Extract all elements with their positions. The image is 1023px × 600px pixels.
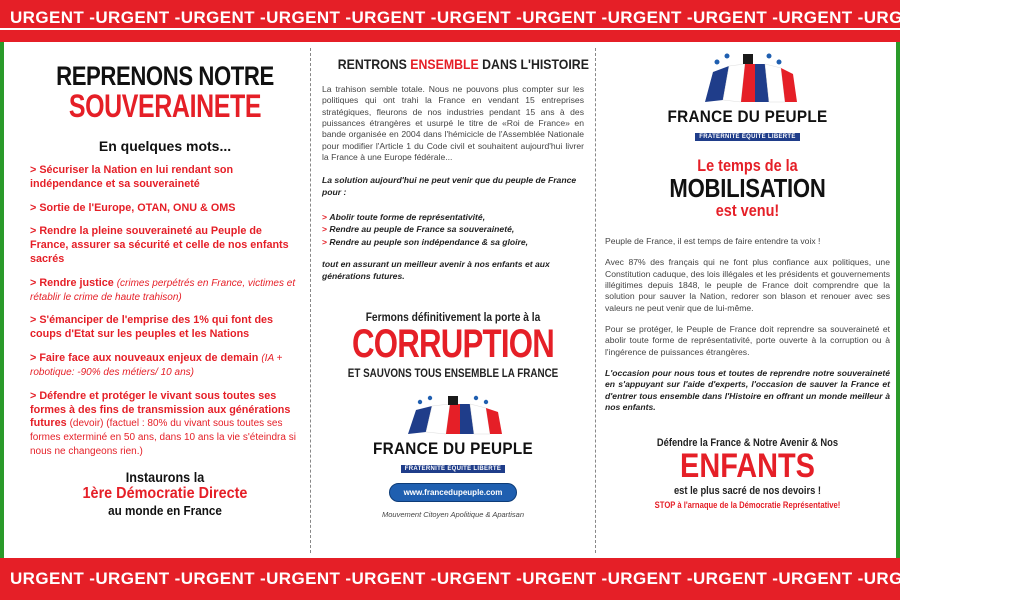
list-item-text: Abolir toute forme de représentativité, <box>329 211 486 222</box>
urgent-banner-text <box>0 568 1023 590</box>
middle-list <box>322 211 584 250</box>
arrow-icon: > <box>30 314 40 327</box>
right-column <box>605 50 890 510</box>
left-subtitle: En quelques mots... <box>98 137 232 154</box>
flags-emblem-icon <box>398 394 508 440</box>
urgent-item: URGENT - <box>778 569 864 588</box>
urgent-item: URGENT - <box>95 8 181 27</box>
right-paragraph: Peuple de France, il est temps de faire entendre ta voix ! <box>605 235 821 246</box>
heading-part-red: ENSEMBLE <box>410 56 479 72</box>
left-title-line1: REPRENONS NOTRE <box>56 61 274 91</box>
urgent-item: URGENT - <box>351 8 437 27</box>
right-paragraph: Avec 87% des français qui ne font plus confiance aux politiques, une Constitution caduque, des lois illégales et les présidents et gouvernements illégitimes depuis 1848, le peuple de France doit comprendre que la solution pour sauver la Nation, redorer son blason et renouer avec ses valeurs ne peut venir que de lui-même. <box>605 257 890 313</box>
green-frame-right <box>896 42 900 558</box>
instaurons-line2: 1ère Démocratie Directe <box>82 484 248 502</box>
urgent-item: URGENT - <box>522 569 608 588</box>
mouvement-caption: Mouvement Citoyen Apolitique & Apartisan <box>381 510 525 520</box>
left-column <box>30 50 300 518</box>
stop-text: STOP à l'arnaque de la Démocratie Représentative! <box>654 500 841 511</box>
bullet-item <box>30 202 300 216</box>
bullet-text: Faire face aux nouveaux enjeux de demain <box>39 352 259 365</box>
urgent-item: URGENT - <box>436 569 523 588</box>
defendre-text: Défendre la France & Notre Avenir & Nos <box>656 437 839 450</box>
arrow-icon: > <box>30 225 40 238</box>
urgent-item: URGENT - <box>863 569 950 588</box>
brand-name: FRANCE DU PEUPLE <box>667 107 828 126</box>
sacre-text: est le plus sacré de nos devoirs ! <box>673 485 822 498</box>
brand-name: FRANCE DU PEUPLE <box>373 439 533 459</box>
list-item <box>322 236 584 249</box>
brand-tagline: FRATERNITÉ ÉQUITÉ LIBERTÉ <box>401 465 505 473</box>
bullet-note: (devoir) (factuel : 80% du vivant sous toutes ses formes exterminé en 50 ans, dans 10 ans la vie s'éteindra si nous ne changeons rien.) <box>30 418 296 457</box>
bullet-text: Rendre la pleine souveraineté au Peuple de France, assurer sa sécurité et celle de nos enfants sacrés <box>30 225 289 265</box>
urgent-item: URGENT - <box>266 569 352 588</box>
website-link[interactable]: www.francedupeuple.com <box>389 483 518 502</box>
arrow-icon: > <box>30 389 40 402</box>
arrow-icon: > <box>30 276 40 289</box>
mobilisation-title-b: MOBILISATION <box>669 172 826 203</box>
bullet-note: (crimes perpétrés en France, victimes et rétablir le crime de haute trahison) <box>30 277 296 303</box>
bullet-item <box>30 164 300 192</box>
column-divider <box>595 48 596 553</box>
france-du-peuple-logo <box>605 50 890 143</box>
arrow-icon: > <box>30 163 40 176</box>
corruption-title: CORRUPTION <box>352 322 554 367</box>
urgent-item: URGENT - <box>436 8 523 27</box>
bullet-item <box>30 225 300 266</box>
urgent-item: URGENT <box>949 569 1023 588</box>
urgent-banner-text <box>0 8 1023 30</box>
france-du-peuple-logo <box>322 394 584 502</box>
urgent-item: URGENT - <box>10 569 96 588</box>
middle-closing: tout en assurant un meilleur avenir à nos enfants et aux générations futures. <box>322 259 550 281</box>
list-item <box>322 223 584 236</box>
instaurons-line1: Instaurons la <box>125 468 205 485</box>
middle-lead: La solution aujourd'hui ne peut venir que du peuple de France pour : <box>322 175 577 197</box>
urgent-item: URGENT - <box>778 8 864 27</box>
list-item-text: Rendre au peuple de France sa souveraineté, <box>329 224 515 235</box>
right-paragraph-emphasis: L'occasion pour nous tous et toutes de reprendre notre souveraineté en s'appuyant sur l'aide d'experts, l'occasion de sauver la France et d'entrer tous ensemble dans l'Histoire en offrant un monde meilleur à nos enfants. <box>605 368 890 413</box>
urgent-item: URGENT <box>949 8 1023 27</box>
urgent-item: URGENT - <box>351 569 437 588</box>
urgent-item: URGENT - <box>693 569 779 588</box>
left-title-line2: SOUVERAINETE <box>68 88 262 125</box>
urgent-item: URGENT - <box>522 8 608 27</box>
instaurons-line3: au monde en France <box>108 502 222 518</box>
bullet-text: Sécuriser la Nation en lui rendant son indépendance et sa souveraineté <box>30 163 234 190</box>
list-item <box>322 211 584 224</box>
fermons-text: Fermons définitivement la porte à la <box>365 310 541 325</box>
bullet-item <box>30 390 300 459</box>
mobilisation-title-c: est venu! <box>715 201 780 221</box>
middle-heading <box>337 56 589 72</box>
urgent-item: URGENT - <box>180 569 267 588</box>
urgent-banner-top <box>0 0 1023 42</box>
arrow-icon: > <box>322 211 330 222</box>
brand-tagline: FRATERNITÉ ÉQUITÉ LIBERTÉ <box>695 133 799 141</box>
urgent-item: URGENT - <box>10 8 96 27</box>
urgent-item: URGENT - <box>95 569 181 588</box>
bullet-text: Sortie de l'Europe, OTAN, ONU & OMS <box>39 201 236 214</box>
flags-emblem-icon <box>693 50 803 108</box>
mobilisation-title-a: Le temps de la <box>697 156 798 175</box>
list-item-text: Rendre au peuple son indépendance & sa gloire, <box>329 237 529 248</box>
right-paragraph: Pour se protéger, le Peuple de France doit reprendre sa souveraineté et abolir toute forme de représentativité, porte ouverte à la corruption ou à l'ingérence de puissances étrangères. <box>605 324 890 357</box>
green-frame-left <box>0 42 4 558</box>
urgent-item: URGENT - <box>266 8 352 27</box>
middle-column <box>322 50 589 520</box>
bullet-item <box>30 314 300 342</box>
heading-part: DANS L'HISTOIRE <box>482 56 589 72</box>
urgent-item: URGENT - <box>180 8 267 27</box>
column-divider <box>310 48 311 553</box>
arrow-icon: > <box>322 224 330 235</box>
bullet-note: (IA + robotique: -90% des métiers/ 10 ans) <box>30 353 283 378</box>
urgent-banner-bottom <box>0 558 1023 600</box>
urgent-item: URGENT - <box>607 569 693 588</box>
bullet-item <box>30 352 300 380</box>
middle-paragraph: La trahison semble totale. Nous ne pouvons plus compter sur les politiques qui ont trahi la France en vendant 15 entreprises stratégiques, fleurons de nos industries pendant 15 ans à des puissances étrangères et usurpé le titre de «Roi de France» en bande organisée en 2004 dans l'hémicicle de l'Assemblée Nationale pour modifier l'Article 1 du Code civil et souhaitent aujourd'hui livrer la France à une Europe fédérale... <box>322 84 584 163</box>
bullet-text: S'émanciper de l'emprise des 1% qui font des coups d'Etat sur les peuples et les Nations <box>30 314 274 341</box>
arrow-icon: > <box>30 352 40 365</box>
bullet-text: Rendre justice <box>39 276 114 289</box>
urgent-item: URGENT - <box>607 8 693 27</box>
urgent-item: URGENT - <box>863 8 950 27</box>
sauvons-text: ET SAUVONS TOUS ENSEMBLE LA FRANCE <box>347 366 559 381</box>
arrow-icon: > <box>30 201 40 214</box>
bullet-list <box>30 164 300 459</box>
heading-part: RENTRONS <box>337 56 407 72</box>
bullet-item <box>30 277 300 305</box>
arrow-icon: > <box>322 237 330 248</box>
enfants-title: ENFANTS <box>680 447 815 486</box>
bullet-text: Défendre et protéger le vivant sous toutes ses formes à des fins de transmission aux générations futures <box>30 389 291 430</box>
urgent-item: URGENT - <box>693 8 779 27</box>
